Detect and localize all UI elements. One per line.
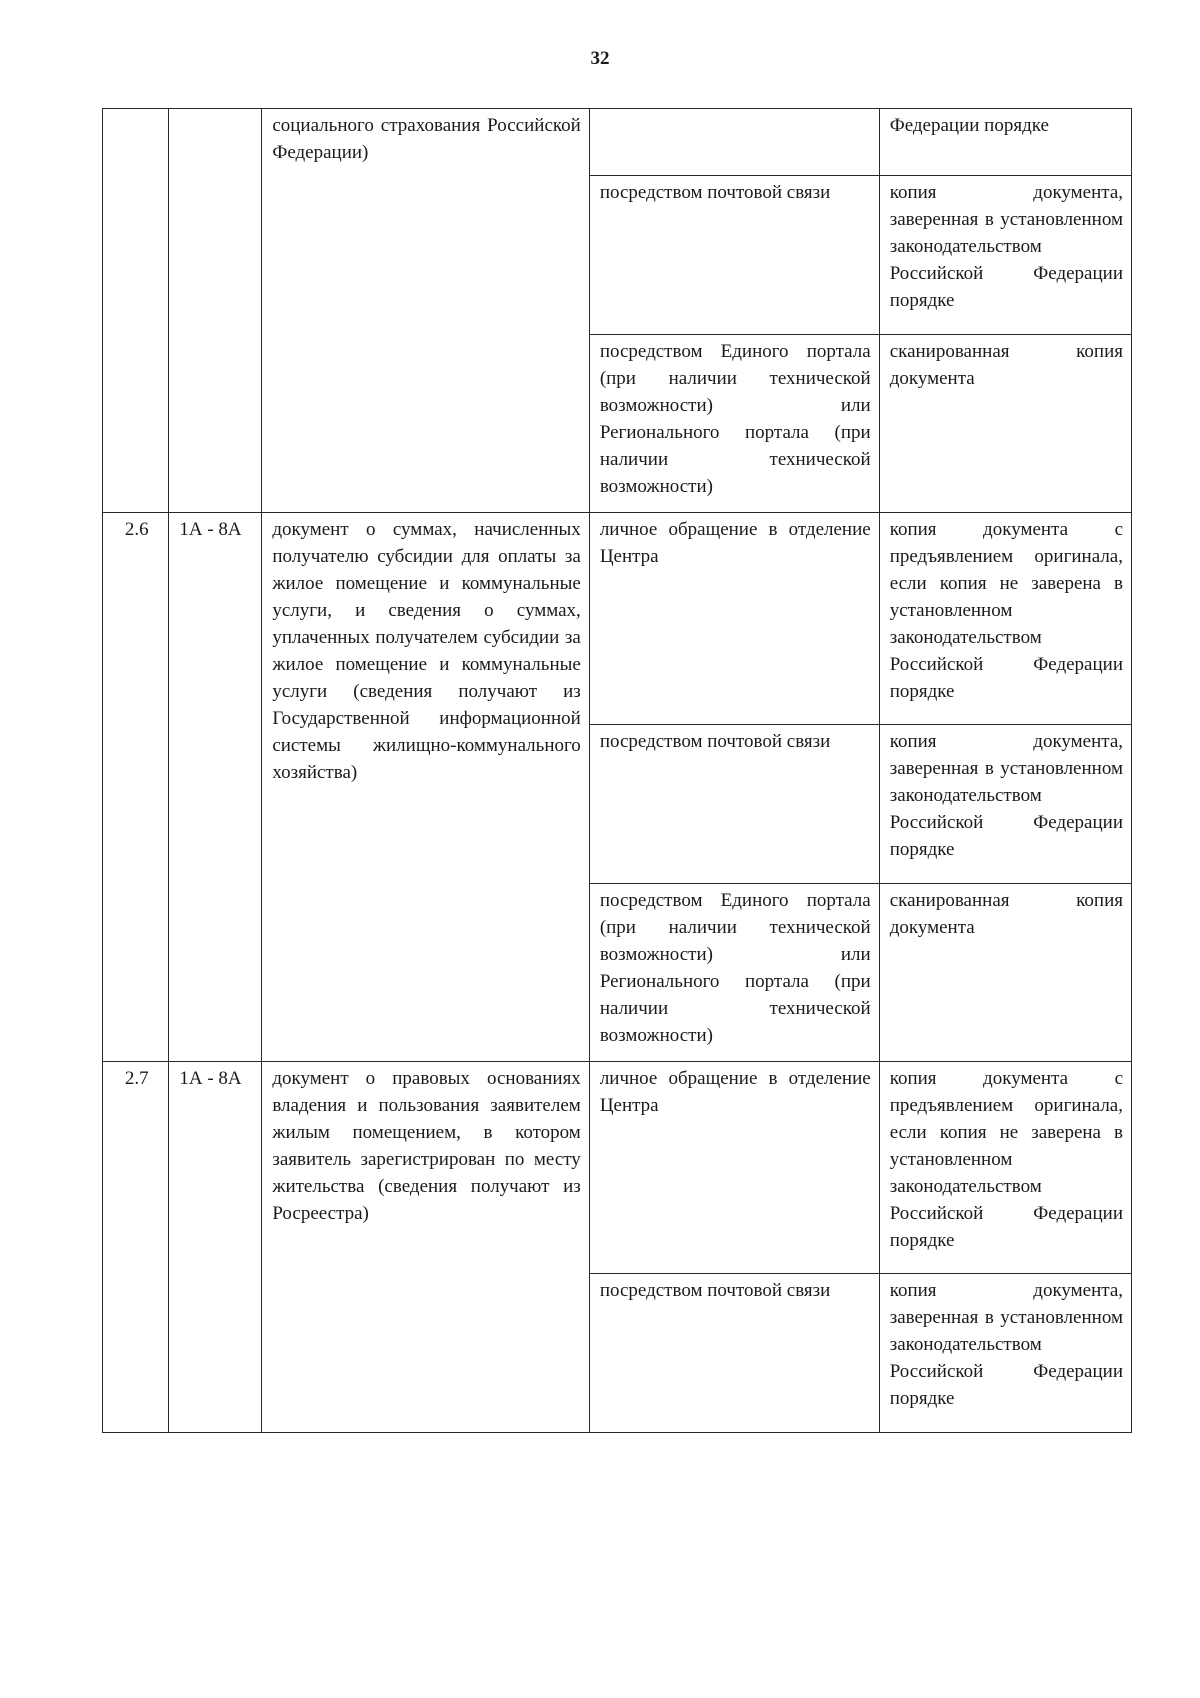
table-row — [103, 513, 1132, 725]
method-cell: личное обращение в отделение Центра — [589, 1062, 879, 1274]
method-cell: посредством почтовой связи — [589, 176, 879, 335]
document-cell: документ о суммах, начисленных получателю субсидии для оплаты за жилое помещение и коммунальные услуги, и сведения о суммах, уплаченных получателем субсидии за жилое помещение и коммунальные услуги (сведения получают из Государственной информационной системы жилищно-коммунального хозяйства) — [262, 513, 590, 1062]
form-cell: копия документа, заверенная в установленном законодательством Российской Федерации порядке — [879, 1274, 1131, 1433]
documents-table — [102, 108, 1132, 1433]
form-cell: копия документа, заверенная в установленном законодательством Российской Федерации порядке — [879, 725, 1131, 884]
table-row — [103, 1062, 1132, 1274]
form-cell: сканированная копия документа — [879, 335, 1131, 513]
form-cell: сканированная копия документа — [879, 884, 1131, 1062]
row-number: 2.7 — [103, 1062, 169, 1433]
method-cell: посредством Единого портала (при наличии технической возможности) или Регионального портала (при наличии технической возможности) — [589, 884, 879, 1062]
table-row — [103, 109, 1132, 176]
document-cell: документ о правовых основаниях владения и пользования заявителем жилым помещением, в котором заявитель зарегистрирован по месту жительства (сведения получают из Росреестра) — [262, 1062, 590, 1433]
method-cell: посредством почтовой связи — [589, 725, 879, 884]
category-cell: 1А - 8А — [169, 513, 262, 1062]
form-cell: копия документа с предъявлением оригинала, если копия не заверена в установленном законодательством Российской Федерации порядке — [879, 1062, 1131, 1274]
form-cell: копия документа с предъявлением оригинала, если копия не заверена в установленном законодательством Российской Федерации порядке — [879, 513, 1131, 725]
row-number — [103, 109, 169, 513]
method-cell: личное обращение в отделение Центра — [589, 513, 879, 725]
method-cell — [589, 109, 879, 176]
page-number: 32 — [590, 48, 610, 69]
form-cell: копия документа, заверенная в установленном законодательством Российской Федерации порядке — [879, 176, 1131, 335]
category-cell — [169, 109, 262, 513]
category-cell: 1А - 8А — [169, 1062, 262, 1433]
document-cell: социального страхования Российской Федерации) — [262, 109, 590, 513]
method-cell: посредством Единого портала (при наличии технической возможности) или Регионального портала (при наличии технической возможности) — [589, 335, 879, 513]
method-cell: посредством почтовой связи — [589, 1274, 879, 1433]
row-number: 2.6 — [103, 513, 169, 1062]
form-cell: Федерации порядке — [879, 109, 1131, 176]
